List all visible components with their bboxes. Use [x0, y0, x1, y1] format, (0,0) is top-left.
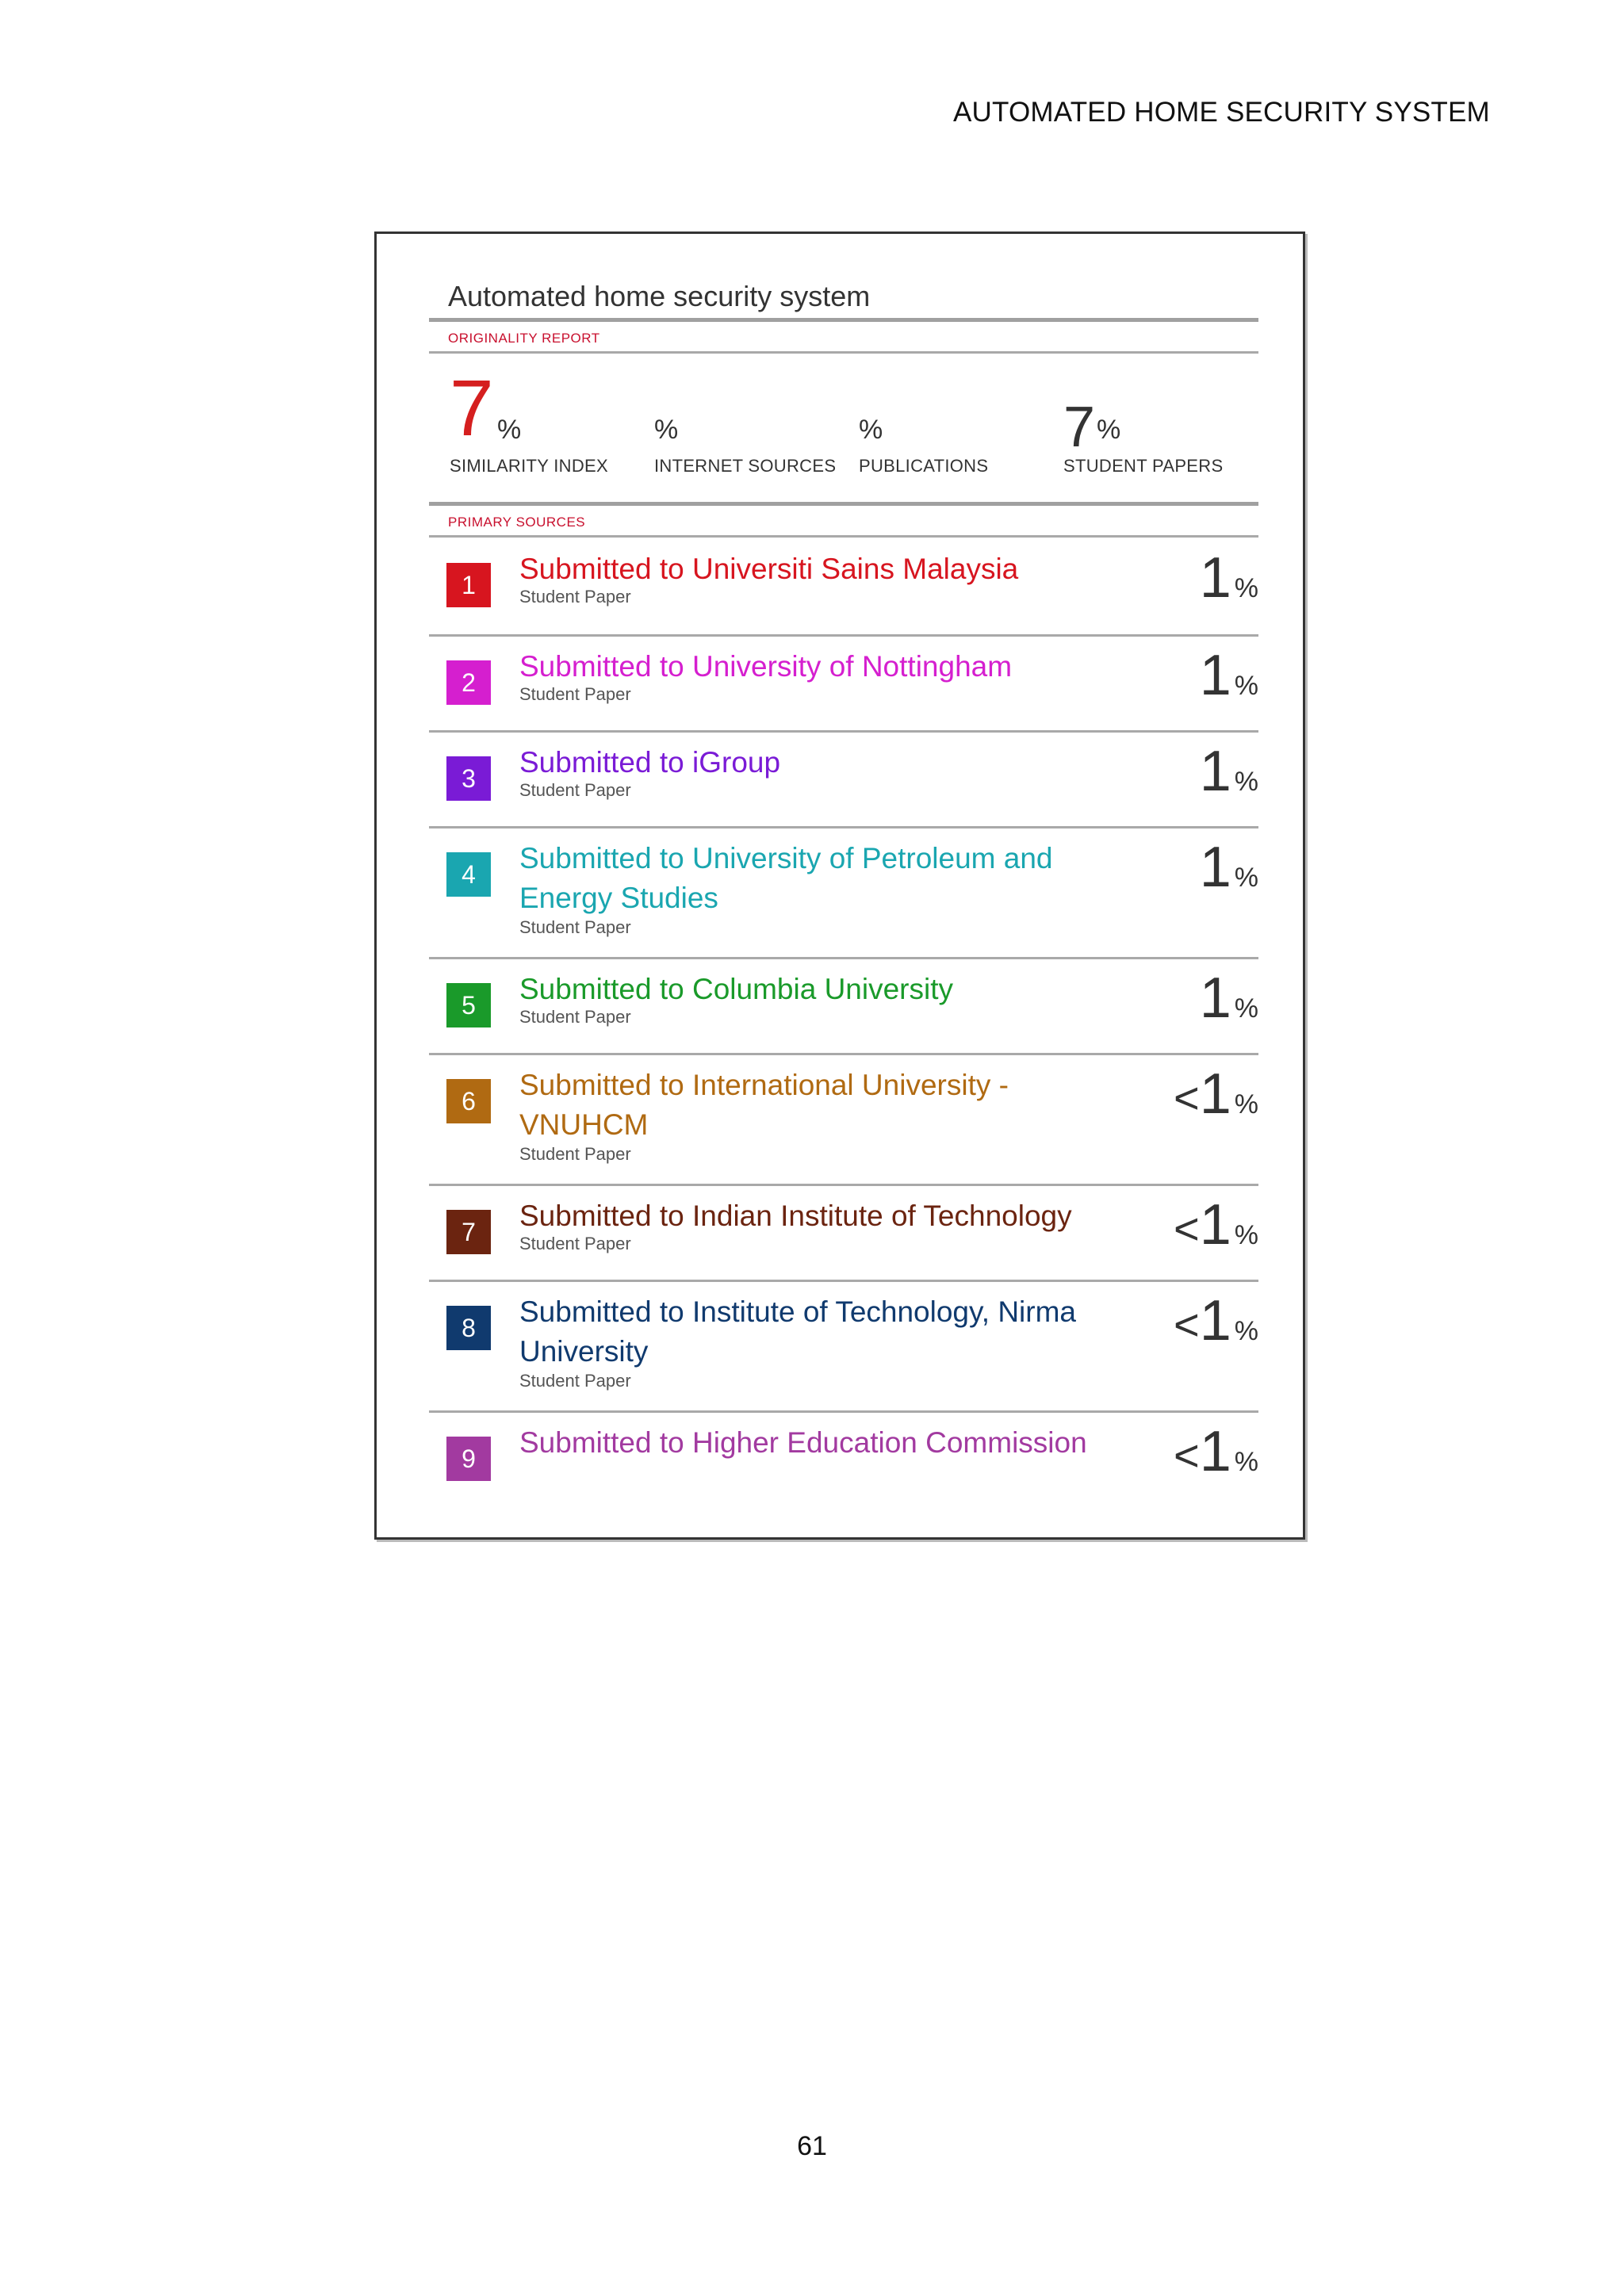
- source-row: [429, 828, 1258, 959]
- primary-sources-list: [429, 539, 1258, 1509]
- percentage-value: 1: [1199, 1193, 1231, 1257]
- source-percentage: [1147, 739, 1258, 804]
- percentage-value: 1: [1199, 1420, 1231, 1483]
- stat-value: 7: [1063, 396, 1096, 459]
- percentage-value: 1: [1199, 966, 1231, 1030]
- less-than-sign: <: [1174, 1299, 1200, 1349]
- percentage-unit: %: [1234, 863, 1258, 893]
- primary-sources-label: PRIMARY SOURCES: [448, 515, 586, 530]
- percentage-value: 1: [1199, 836, 1231, 899]
- source-type: Student Paper: [519, 684, 631, 704]
- percentage-unit: %: [1234, 1089, 1258, 1119]
- stat-student-papers: [1063, 369, 1223, 476]
- source-title-continued: Energy Studies: [519, 882, 718, 914]
- percentage-value: 1: [1199, 546, 1231, 610]
- source-type: Student Paper: [519, 1234, 631, 1253]
- source-rank-badge: 9: [446, 1437, 491, 1481]
- source-title: Submitted to Columbia University: [519, 973, 953, 1005]
- source-type: Student Paper: [519, 1007, 631, 1027]
- stat-label: PUBLICATIONS: [859, 456, 989, 476]
- page-number: 61: [797, 2131, 827, 2161]
- source-percentage: [1147, 643, 1258, 708]
- percentage-unit: %: [1234, 1220, 1258, 1250]
- stat-unit: %: [654, 415, 679, 445]
- source-row: [429, 1055, 1258, 1186]
- source-title: Submitted to International University -: [519, 1069, 1009, 1101]
- source-row: [429, 1413, 1258, 1509]
- source-row: [429, 1282, 1258, 1413]
- report-title: Automated home security system: [448, 280, 871, 312]
- stat-unit: %: [497, 415, 522, 445]
- stat-label: SIMILARITY INDEX: [450, 456, 608, 476]
- percentage-unit: %: [1234, 1316, 1258, 1346]
- less-than-sign: <: [1174, 1203, 1200, 1253]
- source-title-continued: VNUHCM: [519, 1108, 649, 1141]
- percentage-value: 1: [1199, 1062, 1231, 1126]
- source-rank-badge: 1: [446, 563, 491, 607]
- stat-label: STUDENT PAPERS: [1063, 456, 1224, 476]
- primary-sources-divider: [429, 535, 1258, 538]
- source-percentage: [1147, 1288, 1258, 1353]
- stat-publications: [859, 369, 988, 476]
- stat-unit: %: [1097, 415, 1121, 445]
- percentage-value: 1: [1199, 644, 1231, 707]
- source-row: [429, 539, 1258, 637]
- source-percentage: [1147, 966, 1258, 1031]
- originality-report-figure: [374, 232, 1305, 1540]
- stat-label: INTERNET SOURCES: [654, 456, 837, 476]
- source-title: Submitted to iGroup: [519, 746, 781, 779]
- less-than-sign: <: [1174, 1073, 1200, 1123]
- percentage-unit: %: [1234, 767, 1258, 797]
- stats-divider: [429, 502, 1258, 506]
- source-type: Student Paper: [519, 917, 631, 937]
- source-title: Submitted to Higher Education Commission: [519, 1426, 1087, 1459]
- source-row: [429, 637, 1258, 733]
- percentage-unit: %: [1234, 993, 1258, 1024]
- percentage-unit: %: [1234, 573, 1258, 603]
- originality-divider: [429, 351, 1258, 354]
- source-title: Submitted to Universiti Sains Malaysia: [519, 553, 1019, 585]
- source-rank-badge: 2: [446, 660, 491, 705]
- source-title: Submitted to Indian Institute of Technology: [519, 1200, 1072, 1232]
- percentage-unit: %: [1234, 671, 1258, 701]
- source-title: Submitted to Institute of Technology, Nirma: [519, 1295, 1076, 1328]
- source-rank-badge: 7: [446, 1210, 491, 1254]
- source-title: Submitted to University of Nottingham: [519, 650, 1013, 683]
- stat-internet-sources: [654, 369, 836, 476]
- percentage-unit: %: [1234, 1447, 1258, 1477]
- originality-report-label: ORIGINALITY REPORT: [448, 331, 600, 346]
- source-rank-badge: 4: [446, 852, 491, 897]
- title-divider: [429, 318, 1258, 322]
- source-type: Student Paper: [519, 587, 631, 607]
- percentage-value: 1: [1199, 740, 1231, 803]
- source-percentage: [1147, 1192, 1258, 1257]
- less-than-sign: <: [1174, 1430, 1200, 1480]
- source-rank-badge: 5: [446, 983, 491, 1027]
- stat-similarity-index: [450, 364, 608, 476]
- running-header: AUTOMATED HOME SECURITY SYSTEM: [953, 97, 1490, 128]
- source-rank-badge: 3: [446, 756, 491, 801]
- source-percentage: [1147, 835, 1258, 900]
- source-type: Student Paper: [519, 1371, 631, 1391]
- source-percentage: [1147, 545, 1258, 610]
- source-type: Student Paper: [519, 1144, 631, 1164]
- source-percentage: [1147, 1419, 1258, 1484]
- source-row: [429, 1186, 1258, 1282]
- source-rank-badge: 6: [446, 1079, 491, 1123]
- source-row: [429, 733, 1258, 828]
- source-title-continued: University: [519, 1335, 649, 1368]
- source-title: Submitted to University of Petroleum and: [519, 842, 1053, 874]
- source-type: Student Paper: [519, 780, 631, 800]
- stat-value: 7: [450, 364, 494, 453]
- source-percentage: [1147, 1062, 1258, 1127]
- source-row: [429, 959, 1258, 1055]
- source-rank-badge: 8: [446, 1306, 491, 1350]
- stat-unit: %: [859, 415, 883, 445]
- percentage-value: 1: [1199, 1289, 1231, 1353]
